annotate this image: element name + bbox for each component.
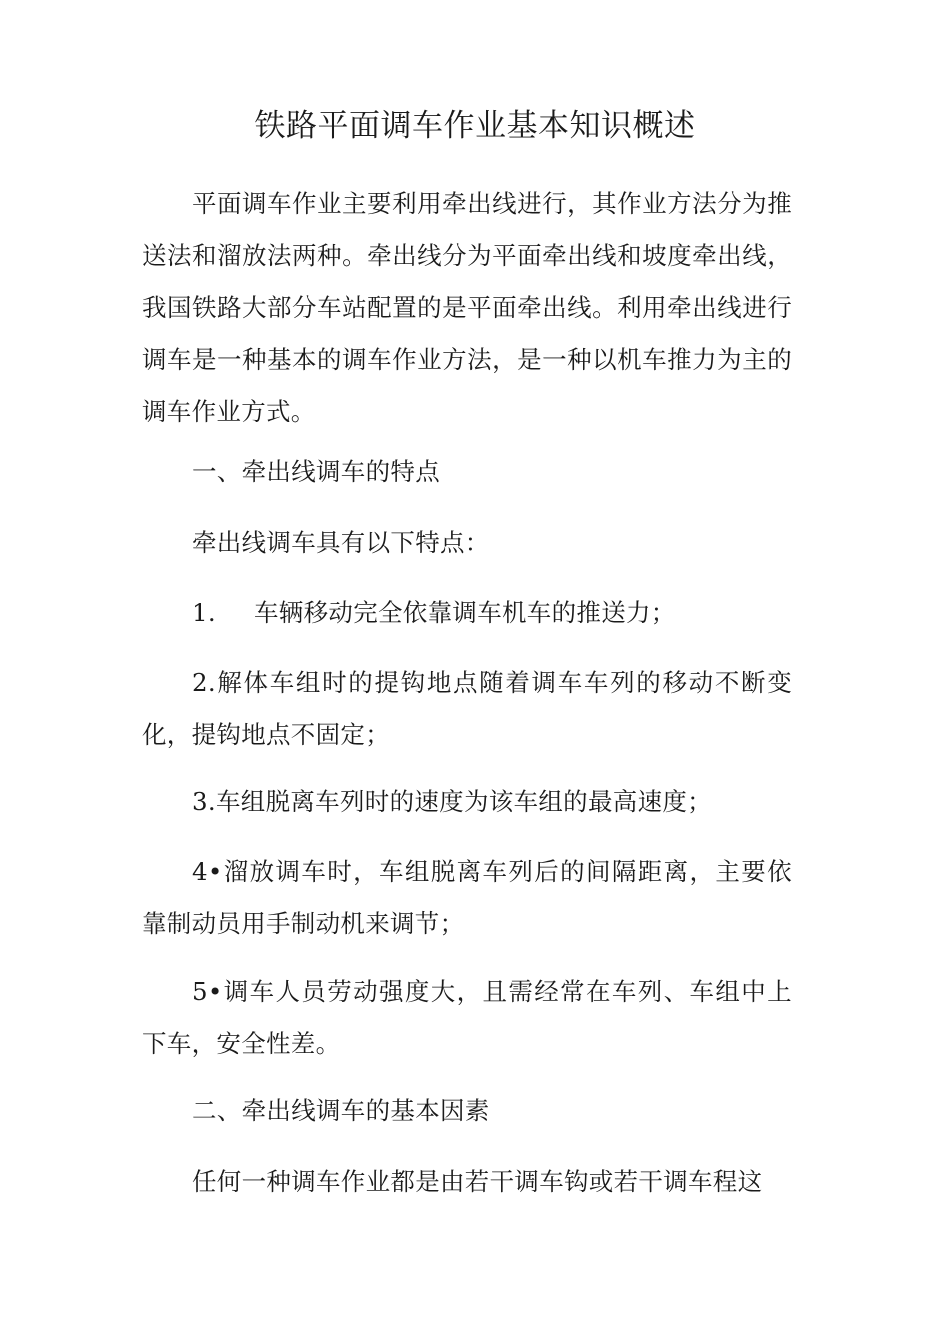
section2-paragraph: 任何一种调车作业都是由若干调车钩或若干调车程这	[192, 1167, 763, 1196]
section1-heading: 一、牵出线调车的特点	[192, 457, 440, 486]
section2-heading: 二、牵出线调车的基本因素	[192, 1096, 490, 1125]
section1-lead: 牵出线调车具有以下特点：	[192, 528, 490, 557]
document-title: 铁路平面调车作业基本知识概述	[254, 108, 696, 144]
intro-paragraph: 平面调车作业主要利用牵出线进行，其作业方法分为推送法和溜放法两种。牵出线分为平面牵出线和坡度牵出线，我国铁路大部分车站配置的是平面牵出线。利用牵出线进行调车是一种基本的调车作业方法，是一种以机车推力为主的调车作业方式。	[142, 189, 792, 426]
list-item-4: 4•溜放调车时，车组脱离车列后的间隔距离，主要依靠制动员用手制动机来调节；	[142, 857, 792, 938]
list-item-3: 3.车组脱离车列时的速度为该车组的最高速度；	[192, 787, 712, 816]
list-item-1-number: 1.	[192, 598, 216, 627]
list-item-5: 5•调车人员劳动强度大，且需经常在车列、车组中上下车，安全性差。	[142, 977, 792, 1058]
list-item-1-text: 车辆移动完全依靠调车机车的推送力；	[254, 598, 676, 627]
list-item-1	[142, 587, 792, 639]
list-item-2: 2.解体车组时的提钩地点随着调车车列的移动不断变化，提钩地点不固定；	[142, 668, 792, 749]
